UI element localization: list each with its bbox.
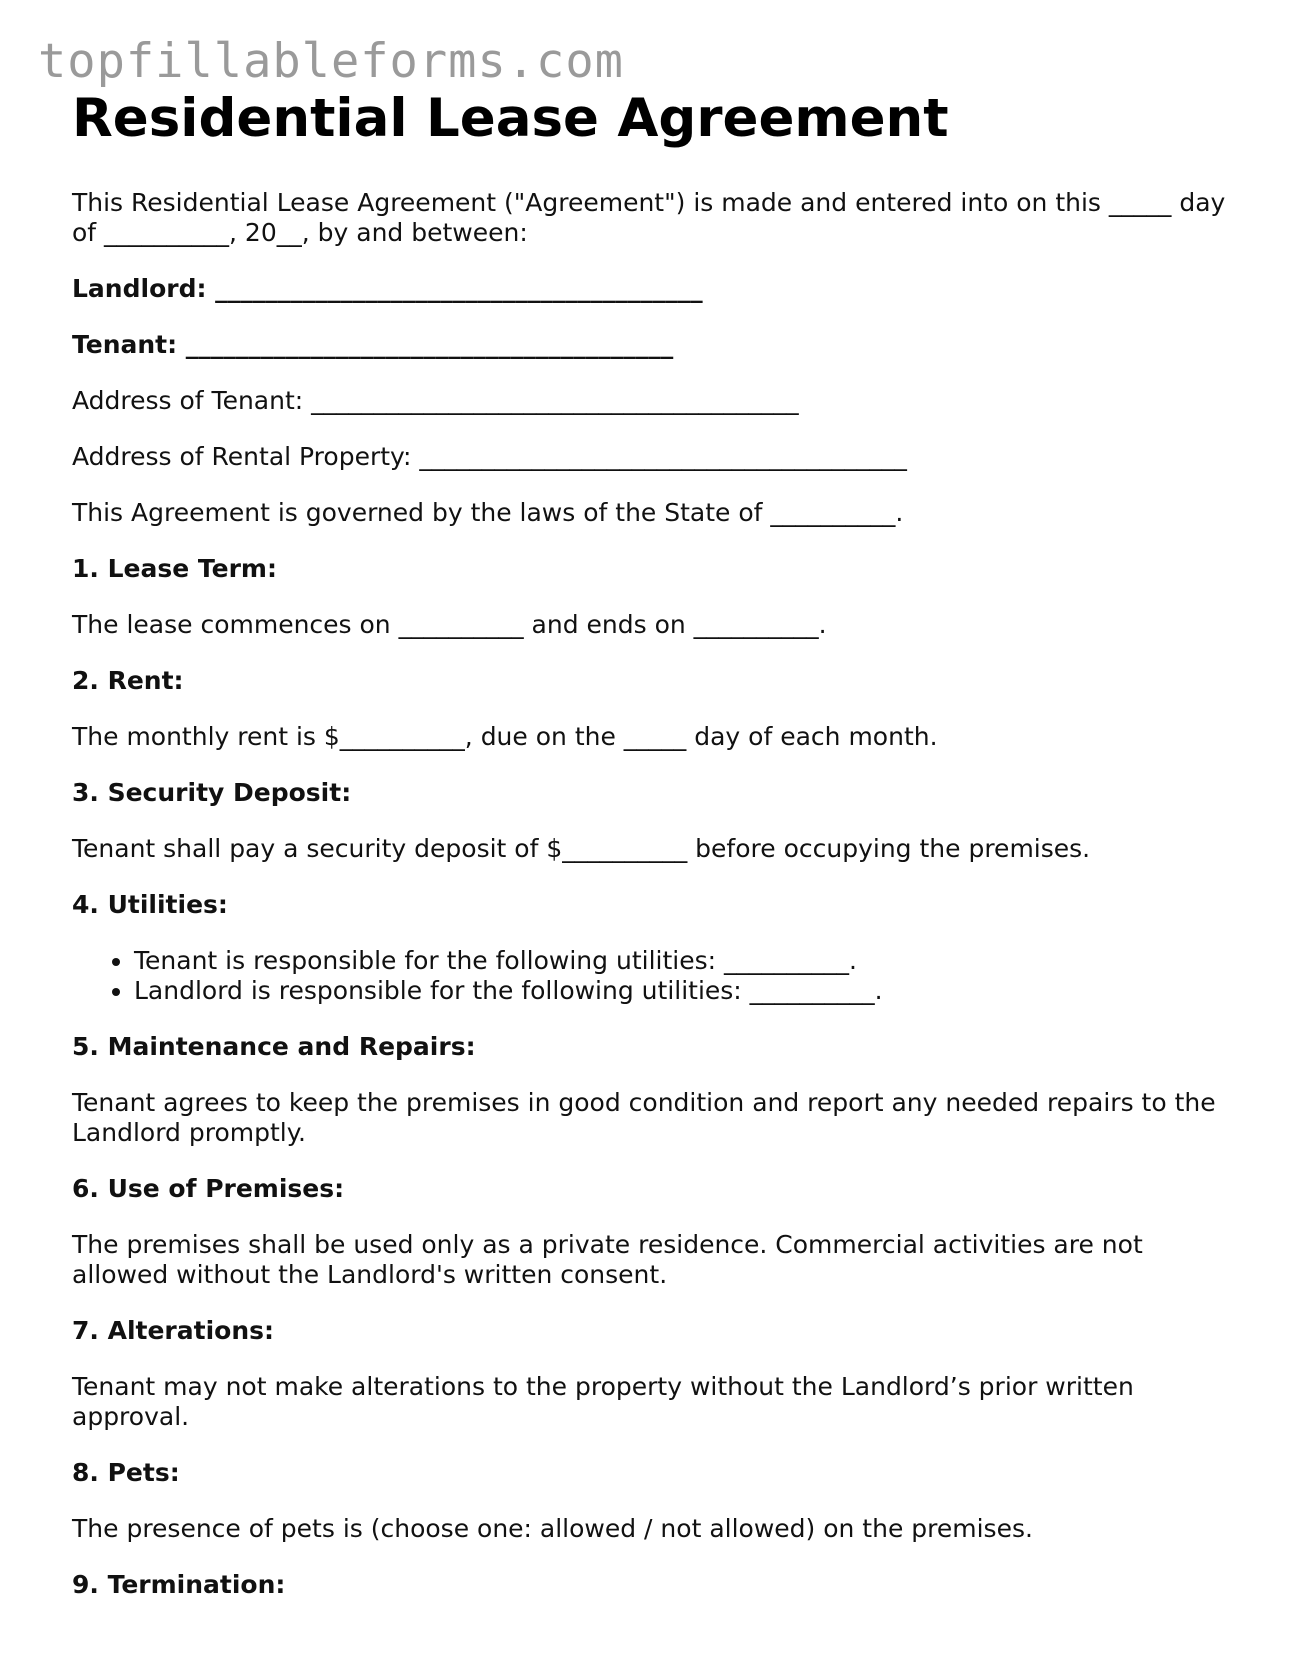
- section-body-use-of-premises: The premises shall be used only as a private residence. Commercial activities are not allowed without the Landlord's written consent.: [72, 1230, 1143, 1289]
- document-title: Residential Lease Agreement: [72, 88, 949, 149]
- section-heading-utilities: 4. Utilities:: [72, 890, 228, 919]
- list-item: • Landlord is responsible for the following utilities: __________.: [134, 976, 1232, 1006]
- section-heading-security-deposit: 3. Security Deposit:: [72, 778, 352, 807]
- site-watermark: topfillableforms.com: [38, 34, 624, 89]
- section-heading-use-of-premises: 6. Use of Premises:: [72, 1174, 345, 1203]
- section-heading-maintenance: 5. Maintenance and Repairs:: [72, 1032, 476, 1061]
- section-heading-alterations: 7. Alterations:: [72, 1316, 274, 1345]
- landlord-line: Landlord: _______________________________________: [72, 274, 703, 303]
- tenant-line: Tenant: _______________________________________: [72, 330, 674, 359]
- section-body-rent: The monthly rent is $__________, due on the _____ day of each month.: [72, 722, 938, 751]
- utilities-list: [72, 946, 1232, 1006]
- section-body-maintenance: Tenant agrees to keep the premises in good condition and report any needed repairs to the Landlord promptly.: [72, 1088, 1216, 1147]
- governing-law-paragraph: This Agreement is governed by the laws of the State of __________.: [72, 498, 904, 527]
- list-item: • Tenant is responsible for the following utilities: __________.: [134, 946, 1232, 976]
- section-body-lease-term: The lease commences on __________ and ends on __________.: [72, 610, 827, 639]
- section-body-alterations: Tenant may not make alterations to the property without the Landlord’s prior written approval.: [72, 1372, 1134, 1431]
- tenant-address-line: Address of Tenant: _______________________________________: [72, 386, 799, 415]
- property-address-line: Address of Rental Property: _______________________________________: [72, 442, 907, 471]
- section-heading-pets: 8. Pets:: [72, 1458, 180, 1487]
- lease-document: [72, 88, 1232, 1626]
- section-body-security-deposit: Tenant shall pay a security deposit of $__________ before occupying the premises.: [72, 834, 1091, 863]
- section-body-pets: The presence of pets is (choose one: allowed / not allowed) on the premises.: [72, 1514, 1033, 1543]
- section-heading-termination: 9. Termination:: [72, 1570, 286, 1599]
- intro-paragraph: This Residential Lease Agreement ("Agreement") is made and entered into on this _____ day of __________, 20__, by and between:: [72, 188, 1226, 247]
- section-heading-lease-term: 1. Lease Term:: [72, 554, 277, 583]
- section-heading-rent: 2. Rent:: [72, 666, 184, 695]
